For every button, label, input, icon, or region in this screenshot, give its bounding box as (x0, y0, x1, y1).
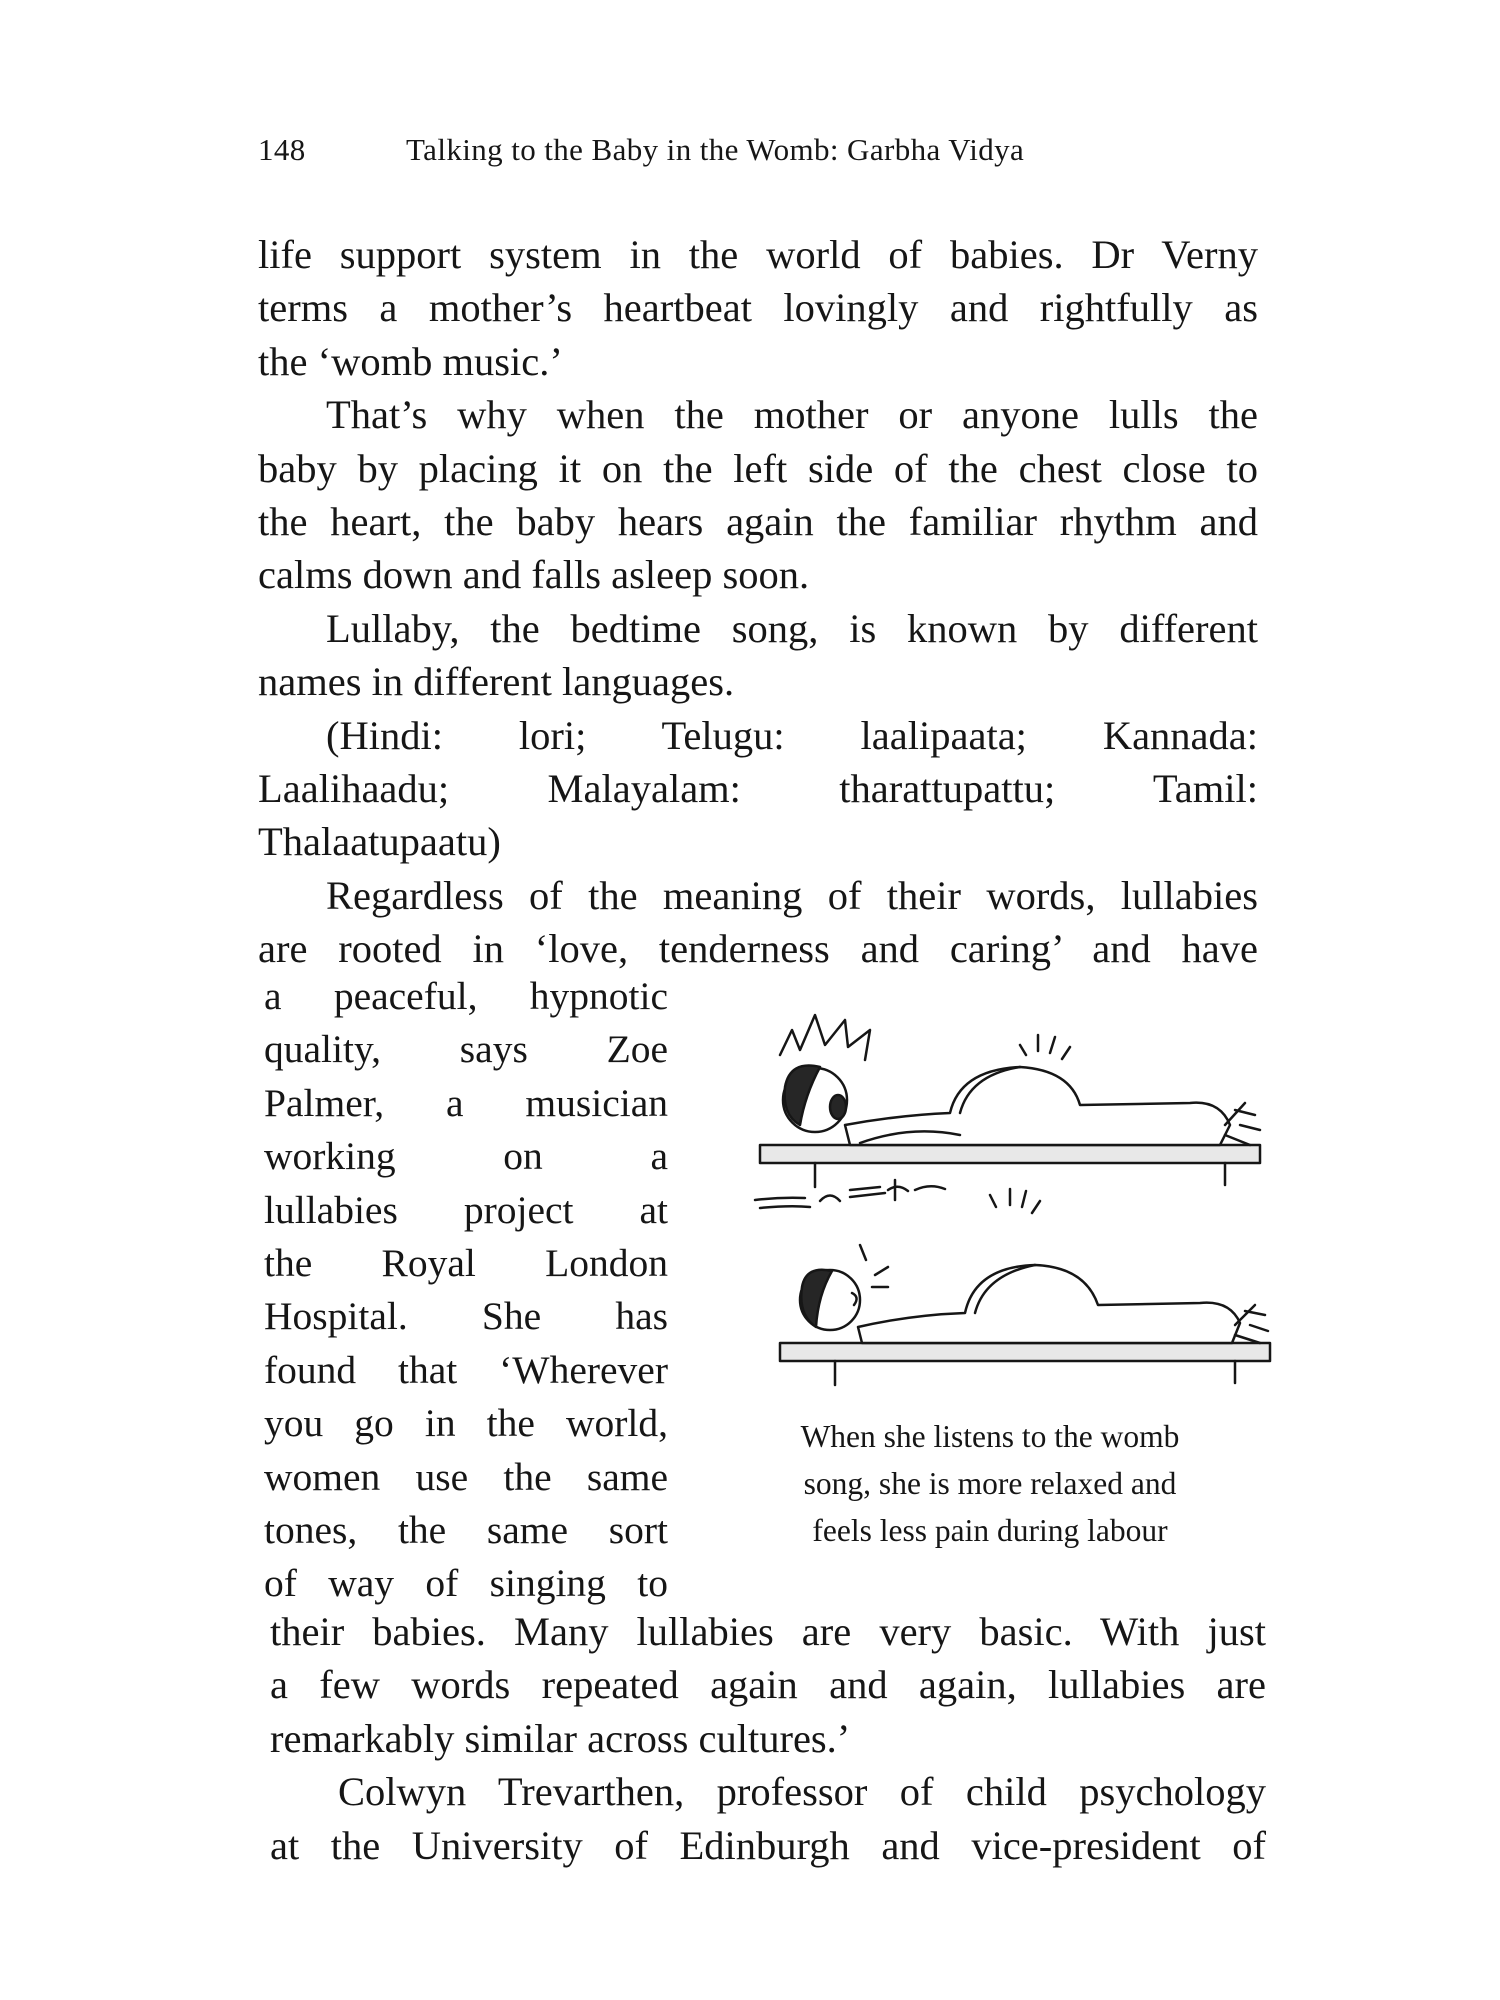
text-line: That’s why when the mother or anyone lulls the (326, 392, 1258, 438)
text-line: Thalaatupaatu) (258, 819, 501, 865)
text-line: Laalihaadu; Malayalam: tharattupattu; Tamil: (258, 765, 1258, 811)
text-line: quality, says Zoe (264, 1027, 668, 1072)
text-line: are rooted in ‘love, tenderness and caring’ and have (258, 926, 1258, 972)
music-staff-icon (850, 1180, 945, 1200)
table-top-icon (780, 1343, 1270, 1361)
illustration-drawing (720, 975, 1280, 1395)
sound-wave-icon (755, 1198, 810, 1208)
pain-burst-icon (780, 1015, 870, 1060)
text-line: the heart, the baby hears again the familiar rhythm and (258, 498, 1258, 544)
body-icon (858, 1265, 1240, 1343)
text-line: of way of singing to (264, 1561, 668, 1606)
text-line: a few words repeated again and again, lullabies are (270, 1662, 1266, 1708)
caption-line: feels less pain during labour (812, 1513, 1168, 1548)
text-line: you go in the world, (264, 1401, 668, 1446)
text-line: tones, the same sort (264, 1507, 668, 1552)
text-line: a peaceful, hypnotic (264, 974, 668, 1018)
vibration-lines-icon (990, 1189, 1040, 1213)
text-line: at the University of Edinburgh and vice-president of (270, 1822, 1266, 1868)
text-line: lullabies project at (264, 1187, 668, 1232)
table-top-icon (760, 1145, 1260, 1163)
running-title: Talking to the Baby in the Womb: Garbha Vidya (406, 132, 1025, 167)
text-line: Colwyn Trevarthen, professor of child psychology (338, 1769, 1266, 1815)
running-header (258, 126, 1258, 176)
caption-line: song, she is more relaxed and (803, 1466, 1177, 1501)
body-text-bottom (270, 1605, 1266, 1872)
body-text-narrow (264, 970, 668, 1611)
open-mouth-icon (830, 1095, 846, 1119)
text-line: found that ‘Wherever (264, 1347, 668, 1392)
text-line: (Hindi: lori; Telugu: laalipaata; Kannada: (326, 712, 1258, 758)
figure-caption (720, 1413, 1260, 1554)
page-number: 148 (258, 132, 306, 167)
illustration (720, 975, 1280, 1395)
text-line: the ‘womb music.’ (258, 338, 563, 384)
body-text-top (258, 228, 1258, 975)
text-line: baby by placing it on the left side of the chest close to (258, 445, 1258, 491)
vibration-lines-icon (1020, 1035, 1070, 1059)
text-line: Palmer, a musician (264, 1080, 668, 1125)
text-line: the Royal London (264, 1240, 668, 1285)
text-line: their babies. Many lullabies are very basic. With just (270, 1609, 1266, 1654)
text-line: working on a (264, 1134, 668, 1179)
text-line: terms a mother’s heartbeat lovingly and rightfully as (258, 285, 1258, 331)
text-line: remarkably similar across cultures.’ (270, 1715, 851, 1761)
music-note-icon (820, 1196, 840, 1202)
text-line: Hospital. She has (264, 1294, 668, 1339)
text-line: names in different languages. (258, 659, 735, 705)
text-line: women use the same (264, 1454, 668, 1499)
text-line: Lullaby, the bedtime song, is known by different (326, 605, 1258, 651)
text-line: calms down and falls asleep soon. (258, 552, 810, 598)
hearing-lines-icon (860, 1245, 888, 1287)
text-line: Regardless of the meaning of their words, lullabies (326, 872, 1258, 918)
text-line: life support system in the world of babies. Dr Verny (258, 232, 1258, 277)
caption-line: When she listens to the womb (800, 1419, 1180, 1454)
